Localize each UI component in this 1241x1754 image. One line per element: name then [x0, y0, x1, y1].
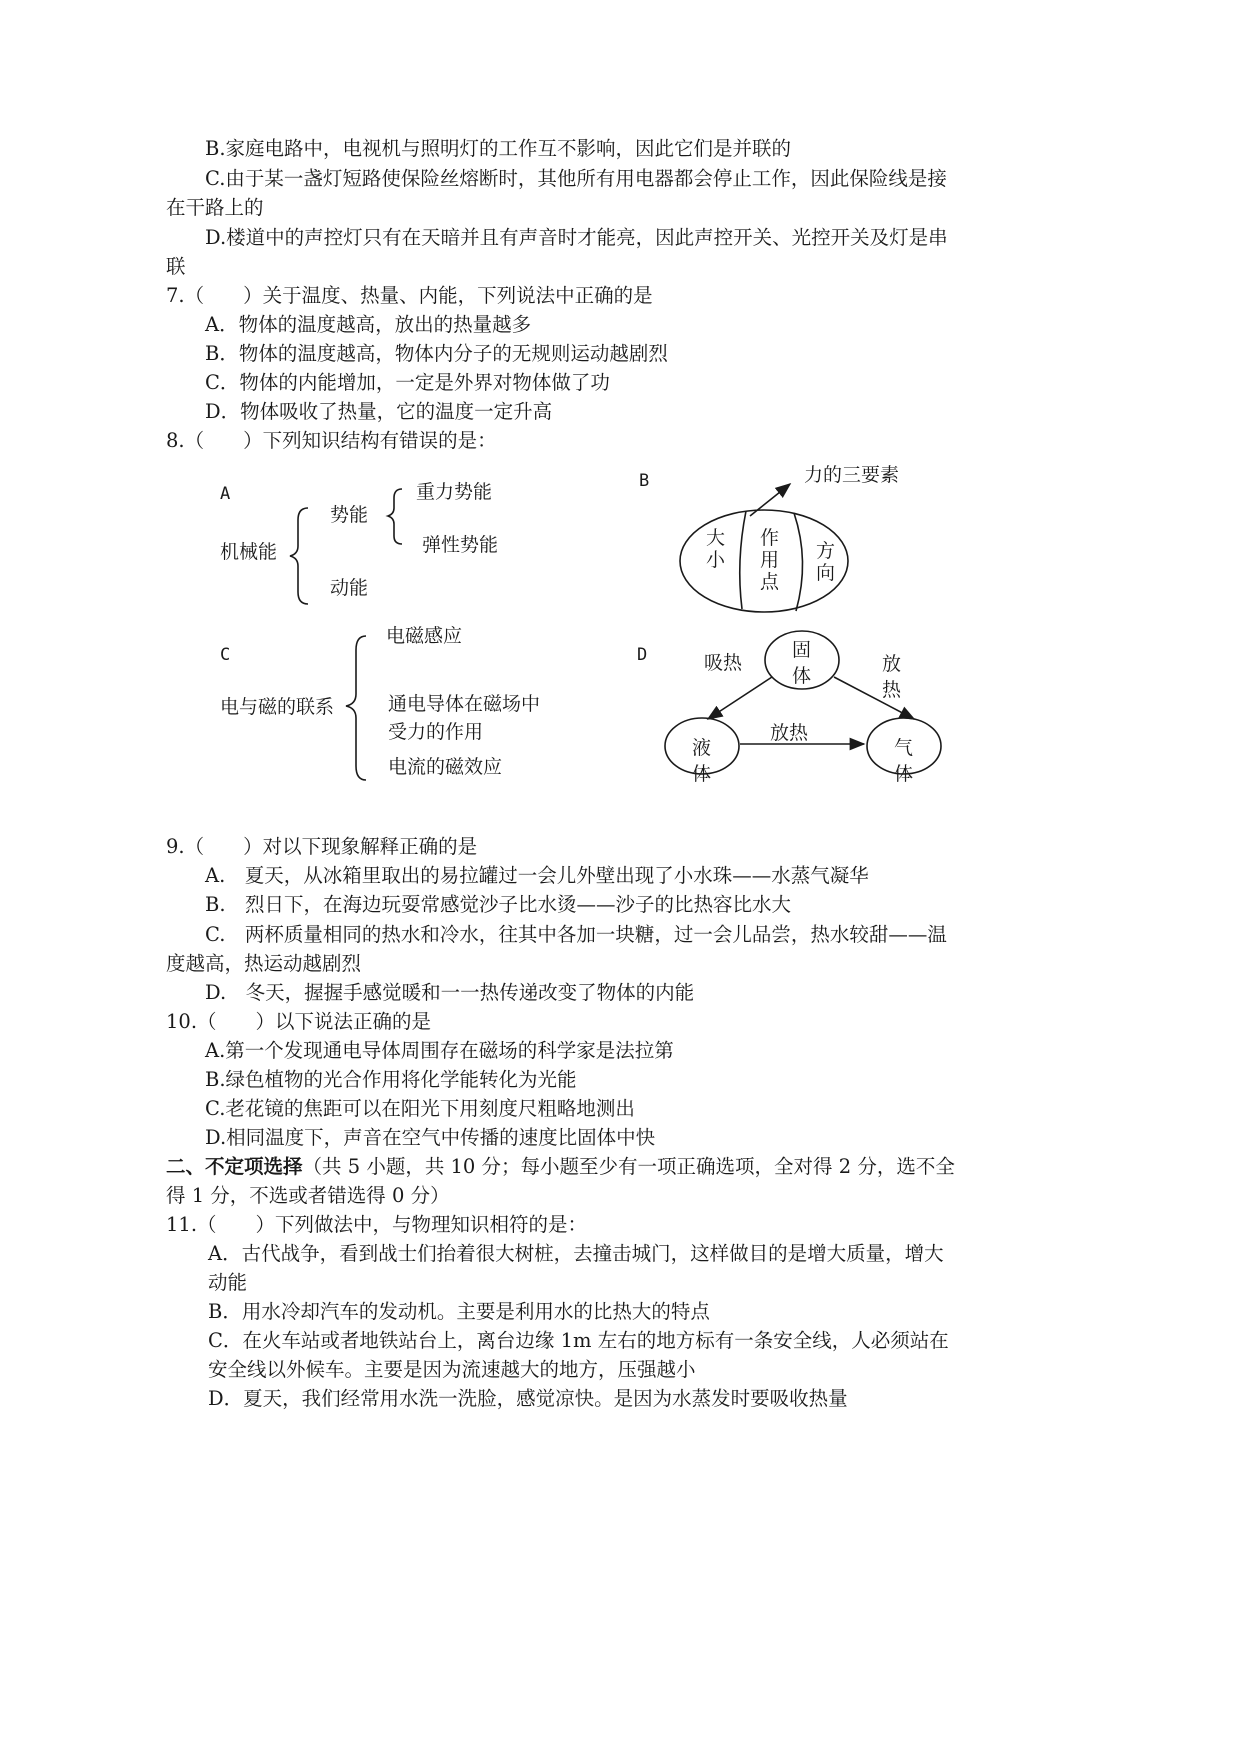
diagram-d-solid: 固 体 [792, 639, 812, 687]
diagram-d-liquid: 液 体 [692, 737, 712, 785]
brace-a-large [290, 508, 308, 604]
q9-option-d: D. 冬天，握握手感觉暖和一一热传递改变了物体的内能 [205, 981, 695, 1004]
diagram-d-release-heat-right: 放 热 [882, 653, 902, 701]
brace-c [346, 636, 366, 780]
q10-stem: 10.（ ）以下说法正确的是 [166, 1010, 432, 1033]
diagram-b-point: 作 用 点 [760, 527, 780, 593]
q11-option-d: D．夏天，我们经常用水洗一洗脸，感觉凉快。是因为水蒸发时要吸收热量 [208, 1387, 848, 1410]
diagram-d-absorb-heat: 吸热 [704, 652, 743, 674]
diagram-c-letter: C [220, 645, 231, 665]
section-2-desc-cont: 得 1 分，不选或者错选得 0 分） [166, 1184, 450, 1207]
q11-stem: 11.（ ）下列做法中，与物理知识相符的是： [166, 1213, 588, 1236]
diagram-b-size: 大 小 [706, 527, 726, 571]
q7-option-a: A．物体的温度越高，放出的热量越多 [205, 313, 532, 336]
q6-option-d: D.楼道中的声控灯只有在天暗并且有声音时才能亮，因此声控开关、光控开关及灯是串 [205, 226, 948, 249]
diagram-a-leaf-elastic: 弹性势能 [422, 534, 499, 556]
q6-option-c-cont: 在干路上的 [166, 196, 264, 219]
q6-option-d-cont: 联 [166, 255, 186, 278]
q10-option-b: B.绿色植物的光合作用将化学能转化为光能 [205, 1068, 577, 1091]
q6-option-b: B.家庭电路中，电视机与照明灯的工作互不影响，因此它们是并联的 [205, 137, 792, 160]
diagram-a-branch-kinetic: 动能 [330, 577, 369, 599]
diagram-a-branch-potential: 势能 [330, 504, 369, 526]
q9-option-a: A. 夏天，从冰箱里取出的易拉罐过一会儿外壁出现了小水珠——水蒸气凝华 [205, 864, 869, 887]
q11-option-b: B．用水冷却汽车的发动机。主要是利用水的比热大的特点 [208, 1300, 710, 1323]
q10-option-a: A.第一个发现通电导体周围存在磁场的科学家是法拉第 [205, 1039, 674, 1062]
arrow-d-solid-gas [834, 677, 914, 719]
q7-option-b: B．物体的温度越高，物体内分子的无规则运动越剧烈 [205, 342, 668, 365]
q11-option-a: A．古代战争，看到战士们抬着很大树桩，去撞击城门，这样做目的是增大质量，增大 [208, 1242, 944, 1265]
section-2-heading [166, 1154, 955, 1180]
q9-option-c-cont: 度越高，热运动越剧烈 [166, 952, 362, 975]
diagram-b-direction: 方 向 [816, 540, 836, 584]
diagram-d-release-heat-bottom: 放热 [770, 722, 809, 744]
diagram-d-gas: 气 体 [894, 737, 914, 785]
q11-option-c-cont: 安全线以外候车。主要是因为流速越大的地方，压强越小 [208, 1358, 696, 1381]
arrow-d-solid-liquid [708, 677, 772, 719]
diagram-b-caption: 力的三要素 [804, 464, 900, 486]
diagram-c-item-induction: 电磁感应 [386, 625, 463, 647]
q11-option-a-cont: 动能 [208, 1271, 248, 1294]
diagram-a-root: 机械能 [220, 541, 278, 563]
diagram-c-root: 电与磁的联系 [220, 696, 335, 718]
diagram-c-item-force-cont: 受力的作用 [388, 721, 484, 743]
q7-option-c: C．物体的内能增加，一定是外界对物体做了功 [205, 371, 610, 394]
diagram-a-leaf-gravity: 重力势能 [416, 481, 493, 503]
diagram-b-letter: B [639, 471, 650, 491]
q10-option-d: D.相同温度下，声音在空气中传播的速度比固体中快 [205, 1126, 656, 1149]
q11-option-c: C．在火车站或者地铁站台上，离台边缘 1m 左右的地方标有一条安全线，人必须站在 [208, 1329, 949, 1352]
section-2-title: 二、不定项选择 [166, 1155, 303, 1178]
q6-option-c: C.由于某一盏灯短路使保险丝熔断时，其他所有用电器都会停止工作，因此保险线是接 [205, 167, 947, 190]
q8-stem: 8.（ ）下列知识结构有错误的是： [166, 429, 497, 452]
diagram-a-letter: A [220, 484, 231, 504]
brace-a-small [388, 489, 402, 544]
q9-stem: 9.（ ）对以下现象解释正确的是 [166, 835, 478, 858]
q9-option-c: C. 两杯质量相同的热水和冷水，往其中各加一块糖，过一会儿品尝，热水较甜——温 [205, 923, 947, 946]
diagram-d-letter: D [637, 645, 648, 665]
diagram-c-item-magnetic: 电流的磁效应 [388, 756, 503, 778]
section-2-desc: （共 5 小题，共 10 分；每小题至少有一项正确选项，全对得 2 分，选不全 [302, 1155, 955, 1178]
q10-option-c: C.老花镜的焦距可以在阳光下用刻度尺粗略地测出 [205, 1097, 635, 1120]
q7-stem: 7.（ ）关于温度、热量、内能，下列说法中正确的是 [166, 284, 653, 307]
divider-b-1 [740, 511, 746, 609]
divider-b-2 [794, 513, 803, 611]
q7-option-d: D．物体吸收了热量，它的温度一定升高 [205, 400, 553, 423]
diagram-c-item-force: 通电导体在磁场中 [388, 693, 541, 715]
q8-diagrams [0, 0, 1241, 830]
q9-option-b: B. 烈日下，在海边玩耍常感觉沙子比水烫——沙子的比热容比水大 [205, 893, 792, 916]
